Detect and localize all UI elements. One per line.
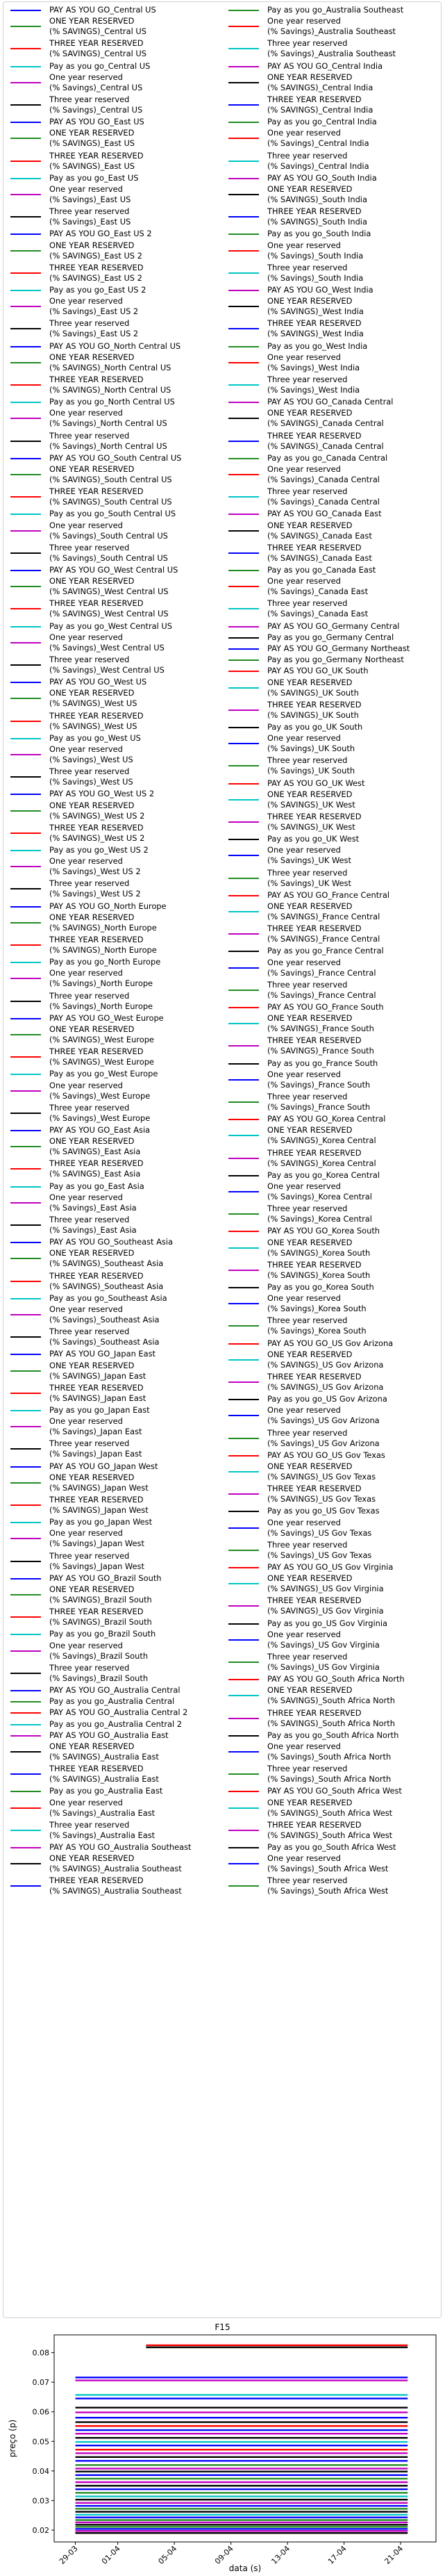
legend-label: PAY AS YOU GO_Australia East [49,1730,169,1740]
x-tick-label: 09-04 [212,2543,235,2566]
legend-label: ONE YEAR RESERVED (% SAVINGS)_South India [267,184,367,204]
legend-label: ONE YEAR RESERVED (% SAVINGS)_South Africa North [267,1685,395,1706]
legend-label: THREE YEAR RESERVED (% SAVINGS)_Korea South [267,1259,371,1280]
legend-label: Pay as you go_South India [267,229,371,239]
legend-label: One year reserved (% Savings)_Southeast Asia [49,1304,160,1324]
legend-label: PAY AS YOU GO_UK South [267,666,369,676]
legend-label: THREE YEAR RESERVED (% SAVINGS)_West US 2 [49,822,145,843]
legend-label: Pay as you go_East Asia [49,1181,144,1191]
legend-label: ONE YEAR RESERVED (% SAVINGS)_Brazil South [49,1584,152,1605]
legend-label: Pay as you go_US Gov Arizona [267,1394,387,1404]
legend-label: Three year reserved (% Savings)_East Asia [49,1215,137,1235]
legend-label: PAY AS YOU GO_Australia Central 2 [49,1707,188,1718]
legend-label: One year reserved (% Savings)_East US 2 [49,296,139,317]
legend-label: One year reserved (% Savings)_West US 2 [49,856,141,877]
legend-label: PAY AS YOU GO_Brazil South [49,1573,162,1583]
legend-label: PAY AS YOU GO_East US 2 [49,229,152,239]
legend-label: THREE YEAR RESERVED (% SAVINGS)_South Central US [49,486,172,507]
legend-label: Three year reserved (% Savings)_Korea South [267,1315,367,1336]
x-tick-label: 05-04 [156,2543,179,2566]
x-tick-label: 17-04 [326,2543,349,2566]
x-tick-label: 29-03 [57,2543,80,2566]
legend-label: PAY AS YOU GO_Central India [267,60,383,71]
legend-label: Pay as you go_Australia East [49,1786,163,1796]
legend-label: THREE YEAR RESERVED (% SAVINGS)_Central US [49,38,146,59]
legend-label: One year reserved (% Savings)_Korea South [267,1293,367,1314]
legend-label: THREE YEAR RESERVED (% SAVINGS)_Southeast Asia [49,1270,164,1291]
legend-label: PAY AS YOU GO_West Central US [49,565,178,575]
legend-label: THREE YEAR RESERVED (% SAVINGS)_East US [49,150,144,171]
legend-label: ONE YEAR RESERVED (% SAVINGS)_North Europe [49,912,157,933]
legend-label: PAY AS YOU GO_East US [49,117,144,127]
legend-label: ONE YEAR RESERVED (% SAVINGS)_US Gov Virginia [267,1573,384,1594]
legend-label: Pay as you go_Japan East [49,1405,150,1415]
legend-label: ONE YEAR RESERVED (% SAVINGS)_South Africa West [267,1797,393,1818]
legend-label: ONE YEAR RESERVED (% SAVINGS)_West US 2 [49,800,145,821]
legend-label: One year reserved (% Savings)_East Asia [49,1192,137,1213]
legend-label: ONE YEAR RESERVED (% SAVINGS)_Central US [49,16,146,37]
legend-label: Three year reserved (% Savings)_UK West [267,867,351,888]
legend-label: Pay as you go_Australia Southeast [267,5,404,15]
legend-label: Pay as you go_France South [267,1058,378,1068]
legend-label: Pay as you go_US Gov Virginia [267,1618,387,1628]
legend-label: Pay as you go_Australia Central 2 [49,1718,183,1729]
legend-label: Pay as you go_France Central [267,946,384,956]
legend-label: THREE YEAR RESERVED (% SAVINGS)_South Africa West [267,1819,393,1840]
legend-label: THREE YEAR RESERVED (% SAVINGS)_West India [267,318,364,339]
legend-label: PAY AS YOU GO_Central US [49,5,156,15]
y-tick-label: 0.02 [32,2525,49,2535]
legend-label: One year reserved (% Savings)_East US [49,184,131,204]
legend-label: Three year reserved (% Savings)_US Gov Arizona [267,1427,380,1448]
legend-label: Three year reserved (% Savings)_East US 2 [49,318,139,339]
legend-label: One year reserved (% Savings)_Japan West [49,1528,144,1549]
legend-label: Pay as you go_West US [49,732,141,743]
y-axis-label: preço (p) [8,2419,17,2458]
legend-label: PAY AS YOU GO_West India [267,285,373,295]
legend-label: THREE YEAR RESERVED (% SAVINGS)_France South [267,1035,374,1056]
legend-label: ONE YEAR RESERVED (% SAVINGS)_Australia Southeast [49,1853,182,1874]
legend-label: PAY AS YOU GO_US Gov Arizona [267,1338,394,1348]
legend-label: Pay as you go_Germany Central [267,632,394,642]
legend-label: Pay as you go_Canada Central [267,452,388,463]
legend-label: THREE YEAR RESERVED (% SAVINGS)_Central India [267,95,373,115]
legend-label: ONE YEAR RESERVED (% SAVINGS)_West Central US [49,576,169,597]
legend-label: PAY AS YOU GO_Germany Northeast [267,643,410,653]
legend-label: One year reserved (% Savings)_Korea Central [267,1181,372,1201]
legend-label: ONE YEAR RESERVED (% SAVINGS)_Canada East [267,520,372,541]
legend-label: Three year reserved (% Savings)_North Central US [49,430,167,451]
legend-label: One year reserved (% Savings)_Australia East [49,1797,156,1818]
legend-label: ONE YEAR RESERVED (% SAVINGS)_Canada Central [267,408,384,429]
legend-label: One year reserved (% Savings)_West US [49,744,133,764]
legend-label: One year reserved (% Savings)_US Gov Texas [267,1517,372,1538]
legend-label: Three year reserved (% Savings)_South India [267,262,364,283]
legend-label: PAY AS YOU GO_South India [267,172,377,183]
legend-label: THREE YEAR RESERVED (% SAVINGS)_West Central US [49,598,169,619]
legend-label: Pay as you go_Korea South [267,1282,374,1292]
legend-label: THREE YEAR RESERVED (% SAVINGS)_US Gov Arizona [267,1372,384,1392]
legend-label: Three year reserved (% Savings)_Brazil South [49,1662,149,1683]
legend-label: PAY AS YOU GO_Canada East [267,509,382,519]
legend-label: THREE YEAR RESERVED (% SAVINGS)_UK West [267,812,362,832]
chart-title: F15 [215,2322,230,2332]
legend-label: ONE YEAR RESERVED (% SAVINGS)_Japan East [49,1360,146,1381]
legend-label: One year reserved (% Savings)_France Central [267,957,376,978]
legend-label: THREE YEAR RESERVED (% SAVINGS)_Japan East [49,1382,146,1403]
legend-label: THREE YEAR RESERVED (% SAVINGS)_West Europe [49,1047,154,1067]
legend-label: Pay as you go_Korea Central [267,1170,380,1180]
legend-label: Three year reserved (% Savings)_Japan West [49,1550,144,1571]
legend-label: One year reserved (% Savings)_West Europe [49,1080,151,1101]
y-tick-label: 0.06 [32,2407,49,2417]
legend-label: One year reserved (% Savings)_West India [267,352,360,372]
legend-label: Pay as you go_Australia Central [49,1696,175,1707]
legend-label: ONE YEAR RESERVED (% SAVINGS)_South Central US [49,464,172,484]
legend-label: PAY AS YOU GO_South Central US [49,452,182,463]
legend-label: PAY AS YOU GO_Southeast Asia [49,1237,173,1247]
legend-label: One year reserved (% Savings)_Japan East [49,1416,142,1437]
legend-label: THREE YEAR RESERVED (% SAVINGS)_UK South [267,699,362,720]
legend-label: One year reserved (% Savings)_Canada East [267,576,369,597]
legend-label: Pay as you go_West Central US [49,621,172,631]
x-axis-label: data (s) [228,2563,262,2573]
legend-label: ONE YEAR RESERVED (% SAVINGS)_Australia East [49,1741,159,1762]
x-tick-label: 13-04 [269,2543,292,2566]
legend-label: One year reserved (% Savings)_West Central US [49,632,165,653]
legend-label: One year reserved (% Savings)_North Central US [49,408,167,429]
legend-label: Three year reserved (% Savings)_West Central US [49,655,165,675]
legend-label: Pay as you go_Central India [267,117,377,127]
legend-label: Three year reserved (% Savings)_France Central [267,979,376,1000]
legend-label: ONE YEAR RESERVED (% SAVINGS)_Korea South [267,1237,371,1258]
legend-label: One year reserved (% Savings)_France South [267,1069,371,1090]
legend-label: ONE YEAR RESERVED (% SAVINGS)_West US [49,688,137,709]
legend-label: One year reserved (% Savings)_Australia Southeast [267,16,396,37]
legend-label: THREE YEAR RESERVED (% SAVINGS)_Australia Southeast [49,1876,182,1896]
legend-label: THREE YEAR RESERVED (% SAVINGS)_Japan West [49,1495,149,1515]
legend-label: PAY AS YOU GO_North Central US [49,341,181,351]
legend-label: One year reserved (% Savings)_South Central US [49,520,168,541]
legend-label: Three year reserved (% Savings)_West US [49,766,133,787]
legend-label: ONE YEAR RESERVED (% SAVINGS)_Southeast Asia [49,1248,164,1269]
legend-label: One year reserved (% Savings)_UK South [267,733,355,754]
legend-label: Three year reserved (% Savings)_South Africa West [267,1876,389,1896]
legend-label: ONE YEAR RESERVED (% SAVINGS)_France Central [267,901,380,921]
legend-label: Pay as you go_West India [267,341,368,351]
legend-label: Pay as you go_West US 2 [49,845,149,855]
legend-label: PAY AS YOU GO_East Asia [49,1125,151,1135]
legend-label: Pay as you go_Southeast Asia [49,1293,167,1303]
legend-label: THREE YEAR RESERVED (% SAVINGS)_South India [267,206,367,227]
legend-label: Three year reserved (% Savings)_West US 2 [49,878,141,899]
y-tick-label: 0.03 [32,2496,49,2506]
legend-label: One year reserved (% Savings)_Central US [49,72,143,92]
legend-label: Pay as you go_US Gov Texas [267,1506,380,1516]
legend-label: PAY AS YOU GO_Australia Central [49,1685,180,1695]
legend-label: Three year reserved (% Savings)_Australia East [49,1819,156,1840]
legend-label: ONE YEAR RESERVED (% SAVINGS)_US Gov Arizona [267,1349,384,1370]
legend-label: Pay as you go_Central US [49,60,151,71]
legend-label: ONE YEAR RESERVED (% SAVINGS)_US Gov Texas [267,1461,376,1482]
legend-label: PAY AS YOU GO_US Gov Texas [267,1450,385,1460]
legend-label: THREE YEAR RESERVED (% SAVINGS)_Canada East [267,542,372,563]
legend-label: PAY AS YOU GO_West US 2 [49,789,155,799]
legend-label: Three year reserved (% Savings)_Korea Central [267,1204,372,1224]
legend-label: ONE YEAR RESERVED (% SAVINGS)_Korea Central [267,1125,376,1146]
legend-label: PAY AS YOU GO_US Gov Virginia [267,1562,394,1572]
legend-label: PAY AS YOU GO_Japan West [49,1461,158,1471]
legend-label: One year reserved (% Savings)_South Africa West [267,1853,389,1874]
legend-label: PAY AS YOU GO_South Africa West [267,1786,402,1796]
legend-label: Three year reserved (% Savings)_US Gov Virginia [267,1652,380,1672]
legend-label: Pay as you go_North Europe [49,957,161,967]
legend-label: PAY AS YOU GO_North Europe [49,901,167,911]
legend-label: THREE YEAR RESERVED (% SAVINGS)_East Asia [49,1158,144,1179]
y-tick-label: 0.07 [32,2378,49,2388]
legend-label: PAY AS YOU GO_Canada Central [267,397,394,407]
legend-label: ONE YEAR RESERVED (% SAVINGS)_East US [49,128,135,149]
x-tick-label: 21-04 [383,2543,405,2566]
legend-label: Three year reserved (% Savings)_Canada Central [267,486,380,507]
legend-label: One year reserved (% Savings)_North Europe [49,968,153,989]
legend-label: Pay as you go_Brazil South [49,1629,156,1639]
legend-label: ONE YEAR RESERVED (% SAVINGS)_UK West [267,789,355,810]
legend-label: Pay as you go_East US [49,172,139,183]
legend-label: One year reserved (% Savings)_Central India [267,128,369,149]
legend-label: THREE YEAR RESERVED (% SAVINGS)_West US [49,710,144,731]
legend-label: ONE YEAR RESERVED (% SAVINGS)_East US 2 [49,240,142,261]
legend-label: THREE YEAR RESERVED (% SAVINGS)_US Gov Virginia [267,1595,384,1616]
legend-label: ONE YEAR RESERVED (% SAVINGS)_Japan West [49,1472,149,1493]
legend-label: ONE YEAR RESERVED (% SAVINGS)_North Central US [49,352,171,372]
y-tick-label: 0.04 [32,2466,49,2476]
x-tick-label: 01-04 [99,2543,122,2566]
y-tick-label: 0.05 [32,2437,49,2447]
legend-label: ONE YEAR RESERVED (% SAVINGS)_East Asia [49,1136,141,1157]
legend-label: Three year reserved (% Savings)_Southeast Asia [49,1327,160,1347]
legend-label: PAY AS YOU GO_Japan East [49,1349,156,1359]
legend-label: THREE YEAR RESERVED (% SAVINGS)_East US 2 [49,262,144,283]
legend-label: One year reserved (% Savings)_Brazil South [49,1640,149,1661]
legend-label: PAY AS YOU GO_Australia Southeast [49,1842,192,1852]
y-tick-label: 0.08 [32,2348,49,2358]
legend-label: Three year reserved (% Savings)_France South [267,1092,371,1112]
legend-label: Pay as you go_East US 2 [49,285,146,295]
legend-label: One year reserved (% Savings)_US Gov Virginia [267,1629,380,1650]
legend-label: Three year reserved (% Savings)_West Europe [49,1102,151,1123]
legend-label: Pay as you go_West Europe [49,1069,158,1079]
legend-label: Pay as you go_UK West [267,834,360,844]
legend-label: THREE YEAR RESERVED (% SAVINGS)_Brazil South [49,1607,152,1627]
legend-label: THREE YEAR RESERVED (% SAVINGS)_Canada Central [267,430,384,451]
legend-label: PAY AS YOU GO_France Central [267,889,389,900]
legend-label: Three year reserved (% Savings)_US Gov Texas [267,1539,372,1560]
legend-label: ONE YEAR RESERVED (% SAVINGS)_West India [267,296,364,317]
legend-label: One year reserved (% Savings)_US Gov Arizona [267,1405,380,1426]
legend-label: ONE YEAR RESERVED (% SAVINGS)_UK South [267,677,359,698]
legend-label: Three year reserved (% Savings)_Japan East [49,1438,142,1459]
legend-label: PAY AS YOU GO_France South [267,1002,384,1012]
legend-label: Pay as you go_Canada East [267,565,376,575]
legend-label: PAY AS YOU GO_West US [49,677,147,687]
legend-label: Three year reserved (% Savings)_Central India [267,150,369,171]
legend-label: THREE YEAR RESERVED (% SAVINGS)_US Gov Texas [267,1484,376,1504]
legend-label: One year reserved (% Savings)_South India [267,240,364,261]
legend-label: PAY AS YOU GO_Korea Central [267,1114,386,1124]
legend-label: Pay as you go_Germany Northeast [267,655,404,665]
legend-label: ONE YEAR RESERVED (% SAVINGS)_West Europe [49,1024,154,1044]
legend-label: One year reserved (% Savings)_South Africa North [267,1741,392,1762]
legend-label: One year reserved (% Savings)_UK West [267,845,351,866]
legend-label: THREE YEAR RESERVED (% SAVINGS)_France Central [267,924,380,944]
legend-label: Three year reserved (% Savings)_South Central US [49,542,168,563]
legend-label: THREE YEAR RESERVED (% SAVINGS)_North Central US [49,375,171,395]
legend-label: Three year reserved (% Savings)_Canada East [267,598,369,619]
legend-label: PAY AS YOU GO_West Europe [49,1012,164,1023]
legend-label: One year reserved (% Savings)_Canada Central [267,464,380,484]
legend-label: Three year reserved (% Savings)_UK South [267,755,355,776]
legend-label: Pay as you go_South Central US [49,509,176,519]
legend-label: THREE YEAR RESERVED (% SAVINGS)_Korea Central [267,1147,376,1168]
legend-label: ONE YEAR RESERVED (% SAVINGS)_Central India [267,72,373,92]
legend-label: Pay as you go_Japan West [49,1517,153,1527]
legend-label: Three year reserved (% Savings)_East US [49,206,131,227]
legend-label: THREE YEAR RESERVED (% SAVINGS)_Australia East [49,1764,159,1785]
legend-label: THREE YEAR RESERVED (% SAVINGS)_South Africa North [267,1707,395,1728]
legend-label: Three year reserved (% Savings)_Central US [49,95,143,115]
legend-label: Pay as you go_North Central US [49,397,175,407]
legend-label: PAY AS YOU GO_Korea South [267,1226,380,1236]
legend-label: Pay as you go_South Africa West [267,1842,396,1852]
legend-label: Pay as you go_South Africa North [267,1730,399,1740]
legend-label: ONE YEAR RESERVED (% SAVINGS)_France South [267,1013,374,1034]
legend-label: Pay as you go_UK South [267,722,363,732]
legend-label: Three year reserved (% Savings)_West India [267,375,360,395]
legend-label: PAY AS YOU GO_Germany Central [267,621,400,631]
legend-label: THREE YEAR RESERVED (% SAVINGS)_North Europe [49,935,157,955]
legend-label: PAY AS YOU GO_South Africa North [267,1674,405,1684]
legend-label: Three year reserved (% Savings)_Australia Southeast [267,38,396,59]
legend-label: PAY AS YOU GO_UK West [267,778,365,788]
legend-label: Three year reserved (% Savings)_South Africa North [267,1764,392,1785]
legend-label: Three year reserved (% Savings)_North Europe [49,990,153,1011]
